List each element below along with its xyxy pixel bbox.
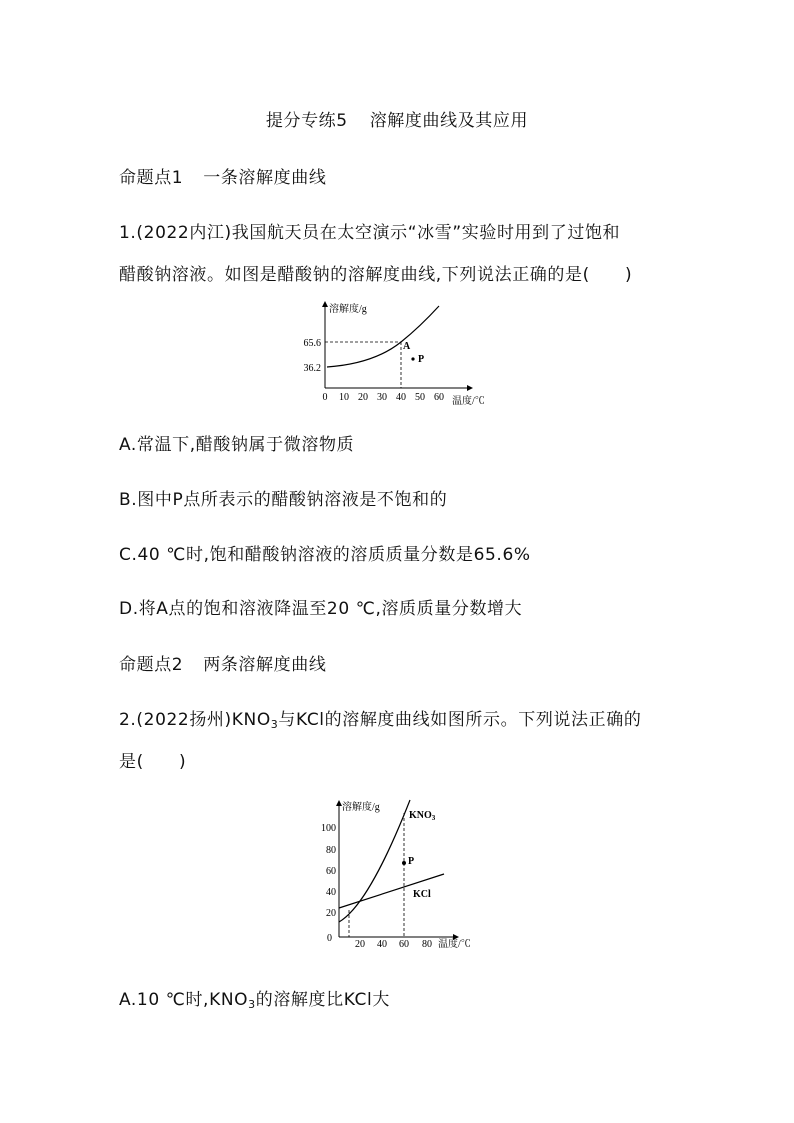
q1-option-b: B.图中P点所表示的醋酸钠溶液是不饱和的	[119, 490, 448, 510]
kno3-label-sub: 3	[431, 814, 436, 822]
y-tick-60: 60	[326, 866, 336, 877]
y-tick-36-2: 36.2	[303, 363, 321, 374]
q2-stem-subscript: 3	[270, 718, 279, 731]
x-axis-label: 温度/℃	[438, 939, 471, 950]
q2-stem-line1	[119, 705, 641, 730]
q2-stem-line2: 是( )	[119, 752, 187, 772]
kcl-label: KCl	[413, 889, 431, 900]
y-tick-40: 40	[326, 887, 336, 898]
y-tick-100: 100	[321, 823, 336, 834]
x-tick-50: 50	[415, 392, 425, 403]
q1-stem-line1: 1.(2022内江)我国航天员在太空演示“冰雪”实验时用到了过饱和	[119, 223, 621, 243]
y-axis-label: 溶解度/g	[342, 802, 380, 813]
x-tick-20: 20	[355, 939, 365, 950]
q1-option-d: D.将A点的饱和溶液降温至20 ℃,溶质质量分数增大	[119, 599, 523, 619]
title-left: 提分专练5	[265, 111, 348, 131]
q2-stem-prefix: 2.(2022扬州)KNO	[119, 710, 271, 730]
q2-stem-suffix: 与KCl的溶解度曲线如图所示。下列说法正确的	[278, 710, 642, 730]
point-p-marker	[411, 357, 414, 360]
point-a-label: A	[403, 341, 411, 352]
y-tick-65-6: 65.6	[303, 338, 321, 349]
q1-option-a: A.常温下,醋酸钠属于微溶物质	[119, 435, 355, 455]
section-name: 两条溶解度曲线	[203, 655, 327, 675]
section-label: 命题点2	[119, 655, 184, 675]
origin-label: 0	[327, 933, 332, 944]
point-p-label: P	[408, 856, 415, 867]
title-right: 溶解度曲线及其应用	[369, 111, 529, 131]
x-tick-40: 40	[377, 939, 387, 950]
y-axis-label: 溶解度/g	[329, 304, 367, 315]
x-tick-20: 20	[358, 392, 368, 403]
q2-option-a-suffix: 的溶解度比KCl大	[255, 990, 390, 1010]
y-tick-20: 20	[326, 908, 336, 919]
kno3-label: $KNO_3$	[409, 810, 436, 822]
point-p-label: P	[418, 354, 425, 365]
x-axis-label: 温度/℃	[452, 396, 485, 407]
x-tick-0: 0	[322, 392, 328, 403]
q2-option-a-prefix: A.10 ℃时,KNO	[119, 990, 249, 1010]
q2-option-a	[119, 985, 390, 1010]
page-title	[0, 106, 794, 131]
q2-option-a-subscript: 3	[248, 998, 256, 1011]
point-p-marker	[402, 861, 406, 865]
x-tick-40: 40	[396, 392, 406, 403]
section-label: 命题点1	[119, 168, 184, 188]
section-heading-2	[119, 650, 326, 675]
x-tick-10: 10	[339, 392, 349, 403]
section-heading-1	[119, 163, 326, 188]
x-tick-80: 80	[422, 939, 432, 950]
y-tick-80: 80	[326, 845, 336, 856]
chart-kno3-kcl	[318, 796, 488, 952]
x-tick-60: 60	[434, 392, 444, 403]
q1-stem-line2: 醋酸钠溶液。如图是醋酸钠的溶解度曲线,下列说法正确的是( )	[119, 265, 633, 285]
x-tick-30: 30	[377, 392, 387, 403]
kno3-curve	[339, 800, 410, 922]
x-tick-60: 60	[399, 939, 409, 950]
chart-sodium-acetate	[296, 296, 506, 410]
q1-option-c: C.40 ℃时,饱和醋酸钠溶液的溶质质量分数是65.6%	[119, 545, 531, 565]
section-name: 一条溶解度曲线	[203, 168, 327, 188]
